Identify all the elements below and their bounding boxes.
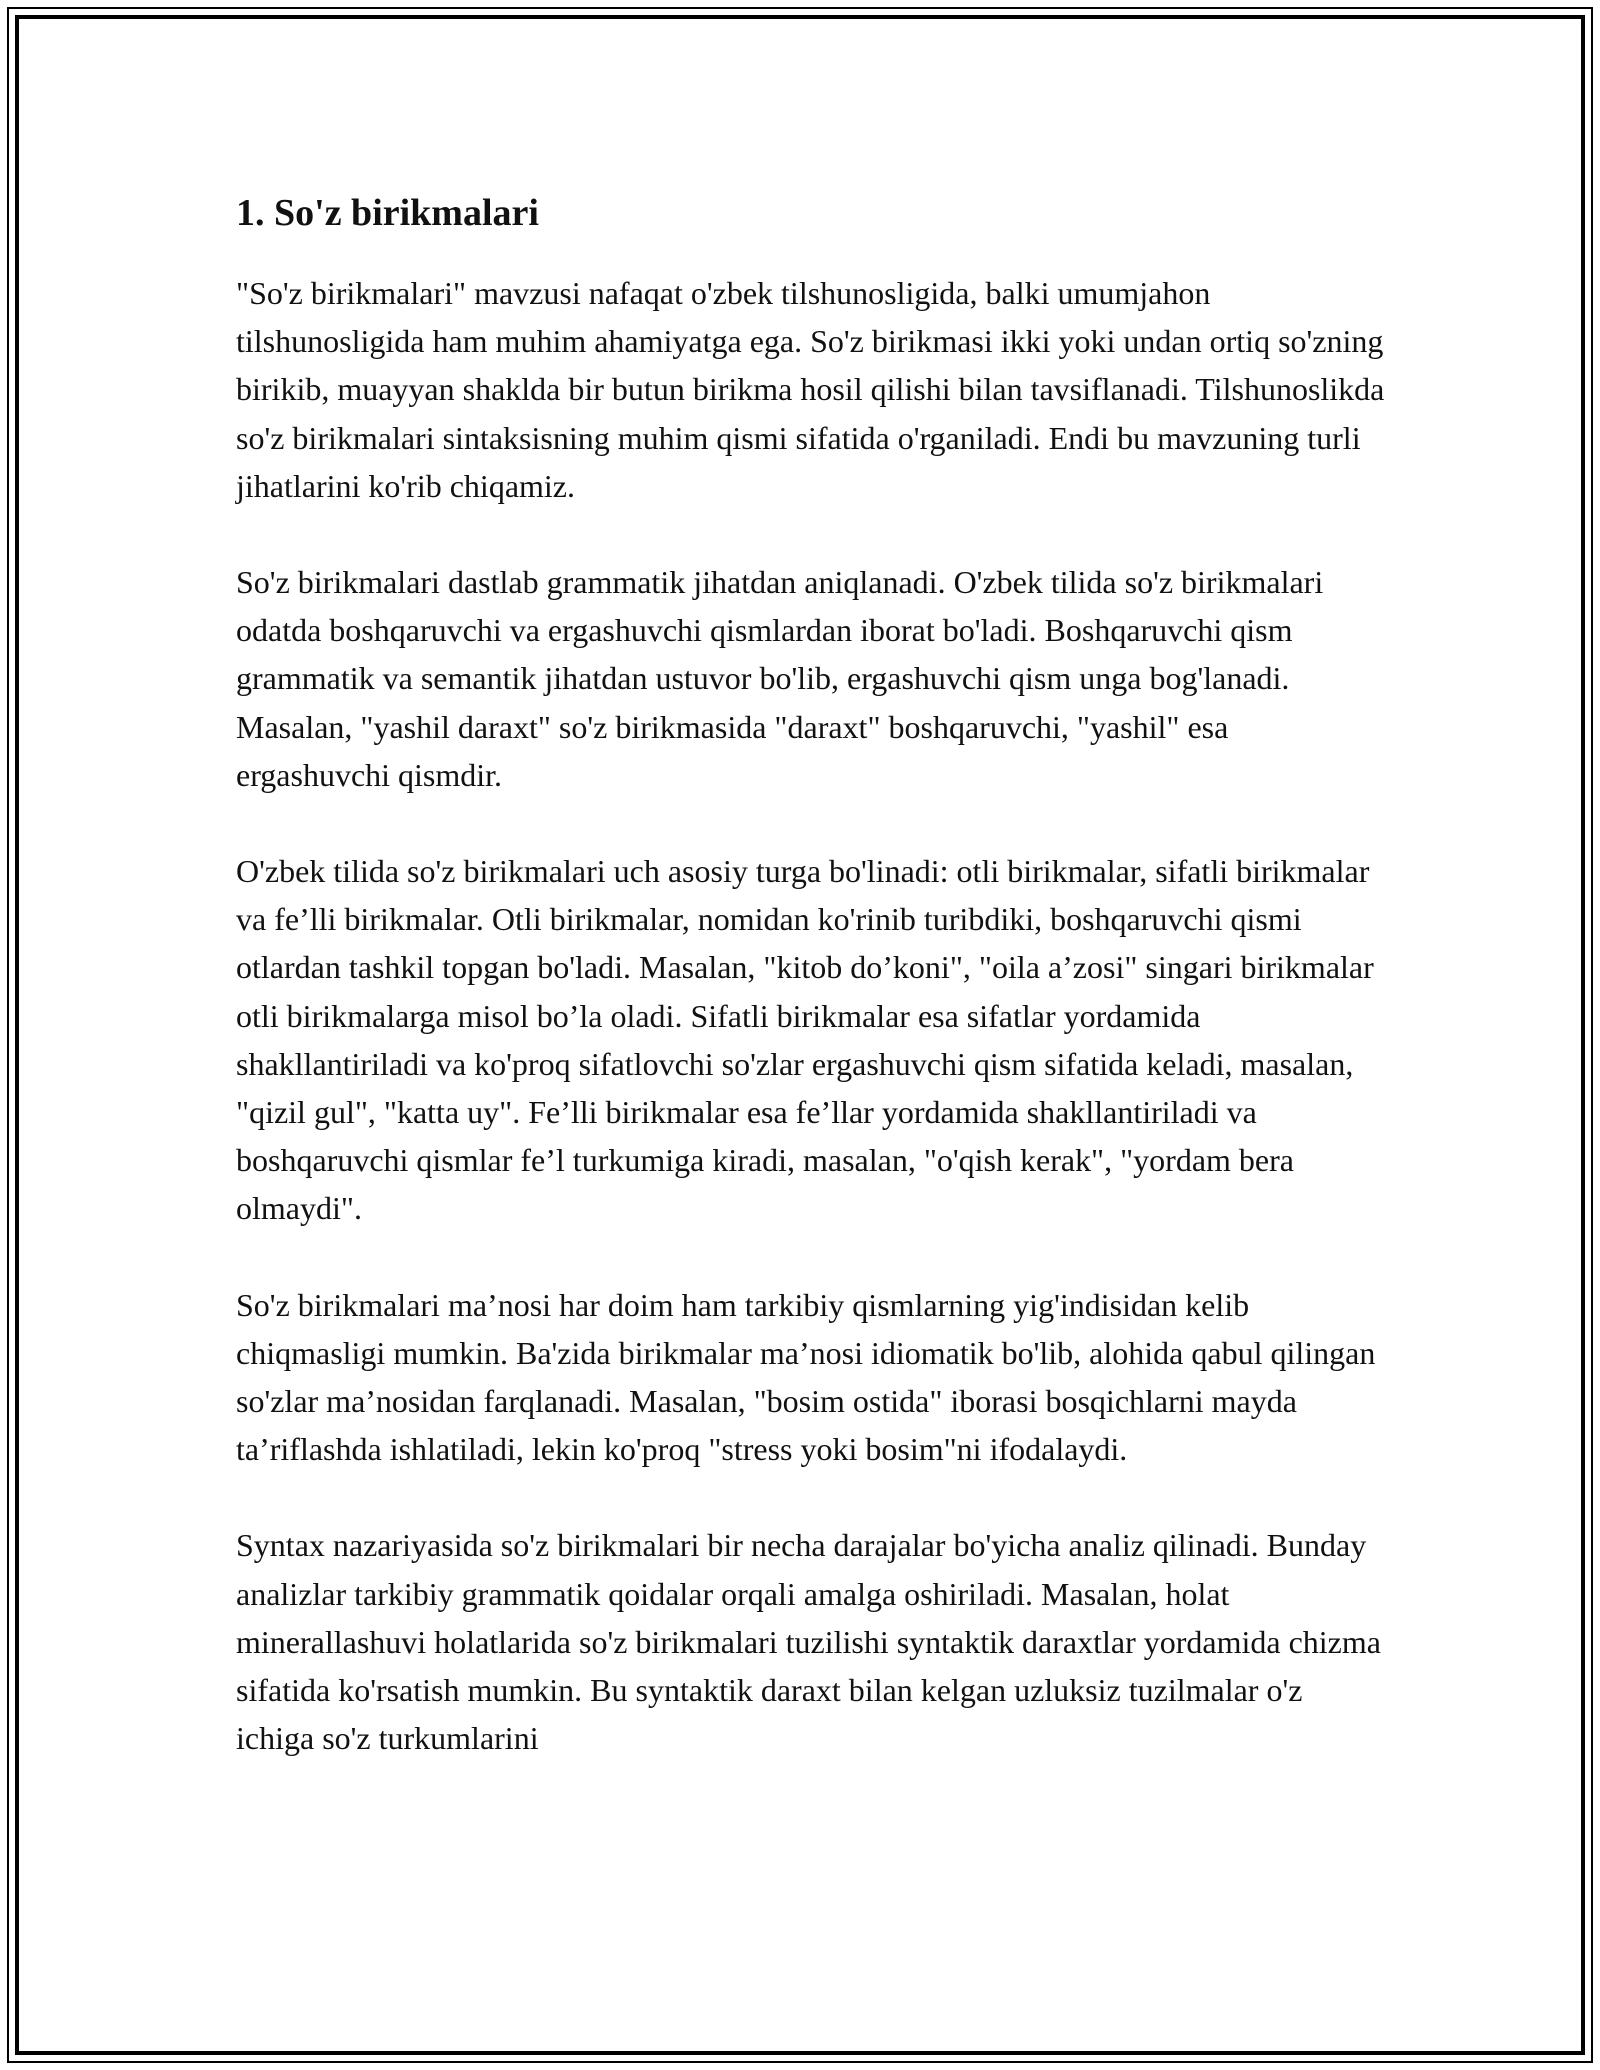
paragraph-1: "So'z birikmalari" mavzusi nafaqat o'zbek tilshunosligida, balki umumjahon tilshunosligida ham muhim ahamiyatga ega. So'z birikmasi ikki yoki undan ortiq so'zning birikib, muayyan shaklda bir butun birikma hosil qilishi bilan tavsiflanadi. Tilshunoslikda so'z birikmalari sintaksisning muhim qismi sifatida o'rganiladi. Endi bu mavzuning turli jihatlarini ko'rib chiqamiz.: [236, 275, 1385, 504]
paragraph-5: Syntax nazariyasida so'z birikmalari bir necha darajalar bo'yicha analiz qilinadi. Bunday analizlar tarkibiy grammatik qoidalar orqali amalga oshiriladi. Masalan, holat minerallashuvi holatlarida so'z birikmalari tuzilishi syntaktik daraxtlar yordamida chizma sifatida ko'rsatish mumkin. Bu syntaktik daraxt bilan kelgan uzluksiz tuzilmalar o'z ichiga so'z turkumlarini: [236, 1527, 1381, 1757]
paragraph-3: O'zbek tilida so'z birikmalari uch asosiy turga bo'linadi: otli birikmalar, sifatli birikmalar va fe’lli birikmalar. Otli birikmalar, nomidan ko'rinib turibdiki, boshqaruvchi qismi otlardan tashkil topgan bo'ladi. Masalan, "kitob do’koni", "oila a’zosi" singari birikmalar otli birikmalarga misol bo’la oladi. Sifatli birikmalar esa sifatlar yordamida shakllantiriladi va ko'proq sifatlovchi so'zlar ergashuvchi qism sifatida keladi, masalan, "qizil gul", "katta uy". Fe’lli birikmalar esa fe’llar yordamida shakllantiriladi va boshqaruvchi qismlar fe’l turkumiga kiradi, masalan, "o'qish kerak", "yordam bera olmaydi".: [236, 853, 1374, 1227]
paragraph-4: So'z birikmalari ma’nosi har doim ham tarkibiy qismlarning yig'indisidan kelib chiqmasligi mumkin. Ba'zida birikmalar ma’nosi idiomatik bo'lib, alohida qabul qilingan so'zlar ma’nosidan farqlanadi. Masalan, "bosim ostida" iborasi bosqichlarni mayda ta’riflashda ishlatiladi, lekin ko'proq "stress yoki bosim"ni ifodalaydi.: [236, 1286, 1376, 1468]
document-body: [236, 185, 1386, 1810]
paragraph-2: So'z birikmalari dastlab grammatik jihatdan aniqlanadi. O'zbek tilida so'z birikmalari odatda boshqaruvchi va ergashuvchi qismlardan iborat bo'ladi. Boshqaruvchi qism grammatik va semantik jihatdan ustuvor bo'lib, ergashuvchi qism unga bog'lanadi. Masalan, "yashil daraxt" so'z birikmasida "daraxt" boshqaruvchi, "yashil" esa ergashuvchi qismdir.: [236, 564, 1324, 793]
section-heading: 1. So'z birikmalari: [236, 192, 539, 234]
